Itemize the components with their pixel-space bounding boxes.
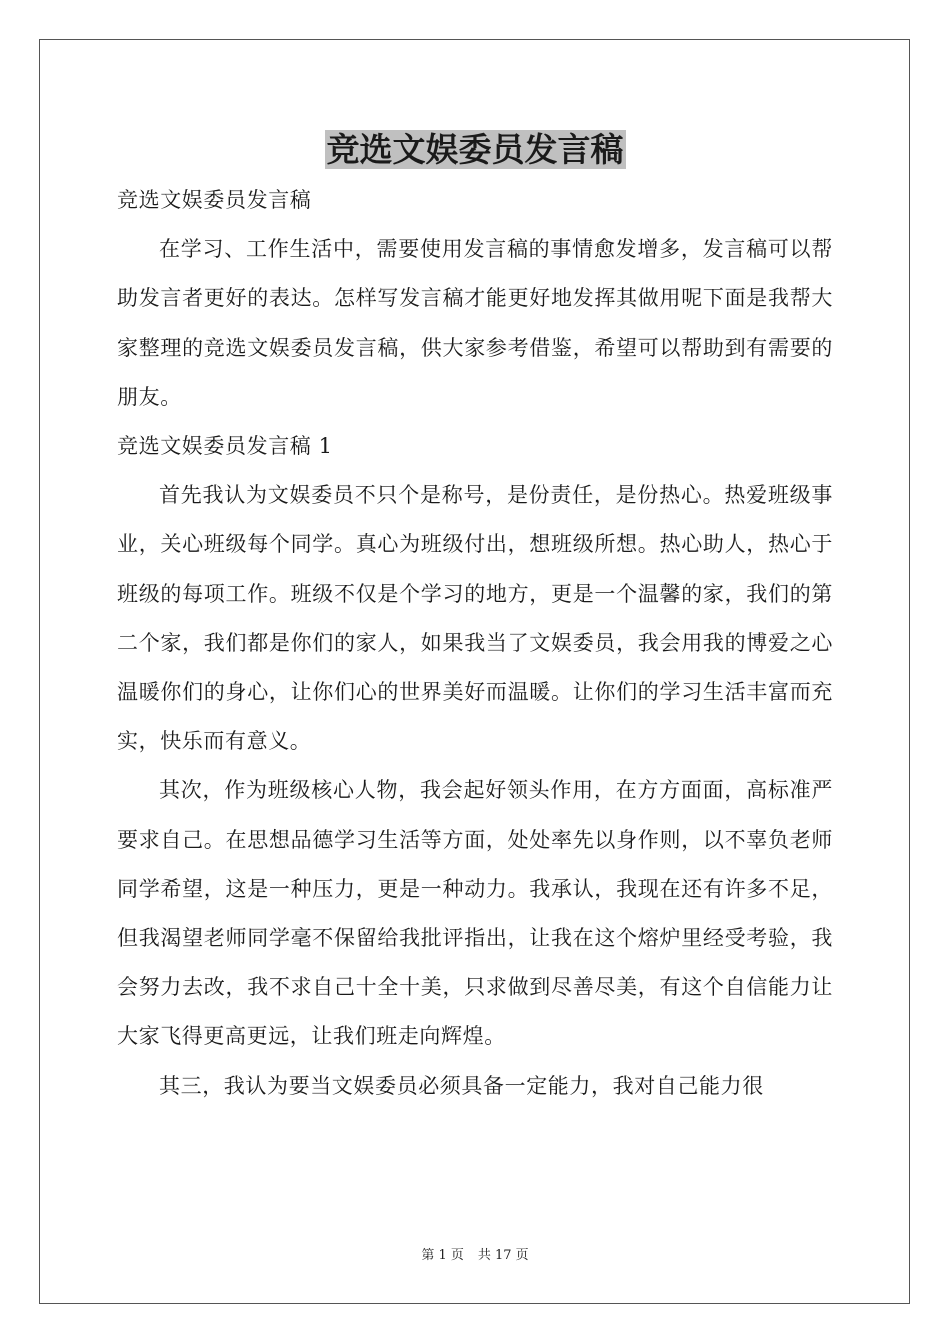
page-number: 第 1 页	[421, 1248, 464, 1263]
body-paragraph: 其三，我认为要当文娱委员必须具备一定能力，我对自己能力很	[159, 1073, 764, 1098]
section-heading: 竞选文娱委员发言稿 1	[117, 434, 333, 459]
body-paragraph: 首先我认为文娱委员不只个是称号，是份责任，是份热心。热爱班级事业，关心班级每个同学。真心为班级付出，想班级所想。热心助人，热心于班级的每项工作。班级不仅是个学习的地方，更是一个温馨的家，我们的第二个家，我们都是你们的家人，如果我当了文娱委员，我会用我的博爱之心温暖你们的身心，让你们心的世界美好而温暖。让你们的学习生活丰富而充实，快乐而有意义。	[117, 483, 833, 754]
section-heading: 竞选文娱委员发言稿	[117, 188, 312, 212]
document-title-text: 竞选文娱委员发言稿	[326, 130, 624, 169]
body-paragraph: 在学习、工作生活中，需要使用发言稿的事情愈发增多，发言稿可以帮助发言者更好的表达。怎样写发言稿才能更好地发挥其做用呢下面是我帮大家整理的竞选文娱委员发言稿，供大家参考借鉴，希望可以帮助到有需要的朋友。	[117, 237, 833, 409]
page-footer	[0, 1247, 950, 1265]
document-title	[0, 128, 950, 172]
document-body	[117, 176, 833, 1111]
page-total: 共 17 页	[477, 1248, 529, 1263]
body-paragraph: 其次，作为班级核心人物，我会起好领头作用，在方方面面，高标准严要求自己。在思想品德学习生活等方面，处处率先以身作则，以不辜负老师同学希望，这是一种压力，更是一种动力。我承认，我现在还有许多不足，但我渴望老师同学毫不保留给我批评指出，让我在这个熔炉里经受考验，我会努力去改，我不求自己十全十美，只求做到尽善尽美，有这个自信能力让大家飞得更高更远，让我们班走向辉煌。	[117, 778, 833, 1049]
